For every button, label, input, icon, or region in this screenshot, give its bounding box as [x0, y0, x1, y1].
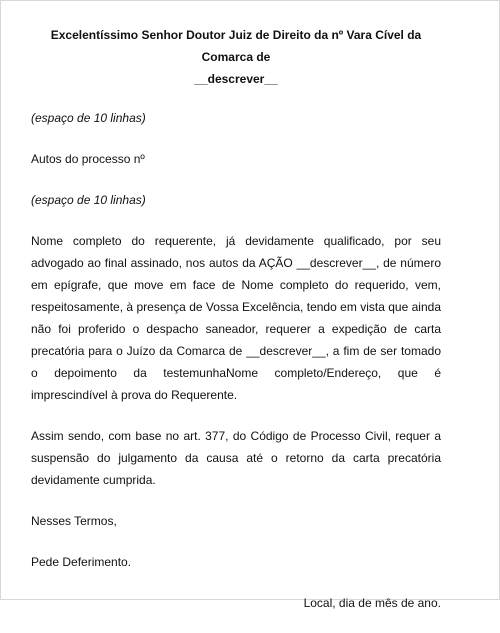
request-paragraph: Assim sendo, com base no art. 377, do Código de Processo Civil, requer a suspensão do julgamento da causa até o retorno da carta precatória devidamente cumprida.	[31, 429, 441, 487]
spacer-note-1: (espaço de 10 linhas)	[31, 111, 146, 125]
spacer-note-2: (espaço de 10 linhas)	[31, 193, 146, 207]
title-line-1: Excelentíssimo Senhor Doutor Juiz de Direito da nº Vara Cível da Comarca de	[50, 28, 422, 64]
main-paragraph: Nome completo do requerente, já devidamente qualificado, por seu advogado ao final assinado, nos autos da AÇÃO __descrever__, de número em epígrafe, que move em face de Nome completo do requerido, vem, respeitosamente, à presença de Vossa Excelência, tendo em vista que ainda não foi proferido o despacho saneador, requerer a expedição de carta precatória para o Juízo da Comarca de __descrever__, a fim de ser tomado o depoimento da testemunhaNome completo/Endereço, que é imprescindível à prova do Requerente.	[31, 234, 441, 402]
title-line-2: __descrever__	[194, 72, 278, 86]
closing-terms: Nesses Termos,	[31, 514, 117, 528]
document-title	[31, 24, 441, 90]
closing-request: Pede Deferimento.	[31, 555, 132, 569]
document-body	[31, 24, 441, 633]
process-number-line: Autos do processo nº	[31, 152, 145, 166]
place-date-line: Local, dia de mês de ano.	[303, 596, 441, 610]
